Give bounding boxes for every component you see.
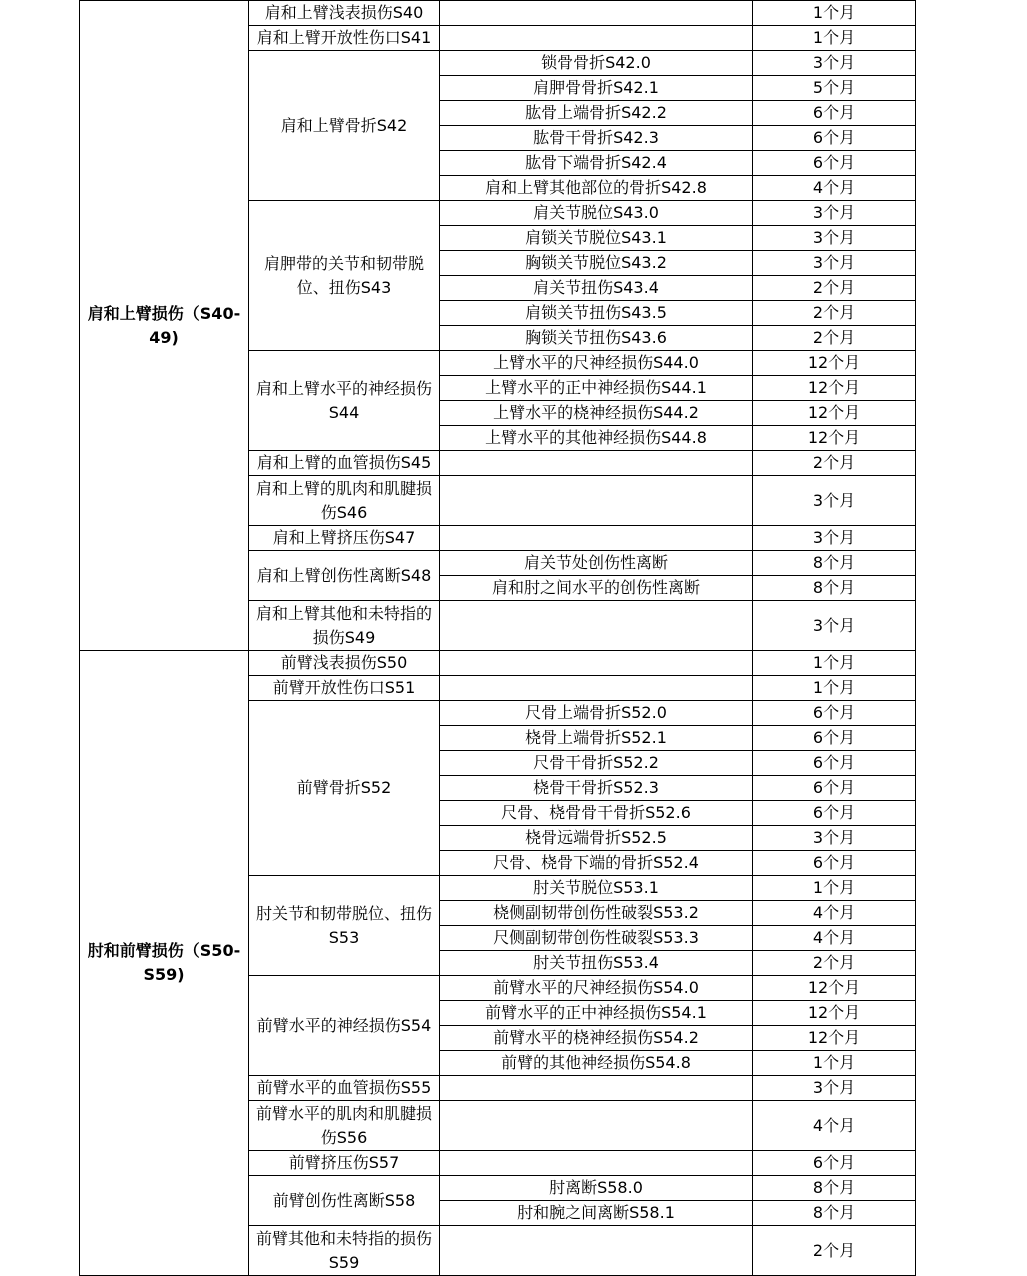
duration-cell: 3个月 bbox=[753, 476, 916, 526]
detail-cell: 肩和肘之间水平的创伤性离断 bbox=[440, 576, 753, 601]
subcategory-cell: 肘关节和韧带脱位、扭伤S53 bbox=[249, 876, 440, 976]
detail-cell: 肩关节处创伤性离断 bbox=[440, 551, 753, 576]
detail-cell: 肘离断S58.0 bbox=[440, 1176, 753, 1201]
subcategory-cell: 前臂水平的血管损伤S55 bbox=[249, 1076, 440, 1101]
duration-cell: 12个月 bbox=[753, 1001, 916, 1026]
category-cell: 肘和前臂损伤（S50-S59) bbox=[80, 651, 249, 1276]
duration-cell: 3个月 bbox=[753, 601, 916, 651]
detail-cell: 肘关节扭伤S53.4 bbox=[440, 951, 753, 976]
detail-cell bbox=[440, 1101, 753, 1151]
subcategory-cell: 前臂骨折S52 bbox=[249, 701, 440, 876]
detail-cell: 锁骨骨折S42.0 bbox=[440, 51, 753, 76]
detail-cell: 肱骨上端骨折S42.2 bbox=[440, 101, 753, 126]
subcategory-cell: 肩和上臂浅表损伤S40 bbox=[249, 1, 440, 26]
table-body bbox=[80, 1, 916, 1276]
duration-cell: 6个月 bbox=[753, 101, 916, 126]
duration-cell: 6个月 bbox=[753, 701, 916, 726]
detail-cell bbox=[440, 1226, 753, 1276]
detail-cell: 上臂水平的其他神经损伤S44.8 bbox=[440, 426, 753, 451]
subcategory-cell: 肩和上臂骨折S42 bbox=[249, 51, 440, 201]
duration-cell: 6个月 bbox=[753, 726, 916, 751]
duration-cell: 8个月 bbox=[753, 551, 916, 576]
subcategory-cell: 前臂水平的神经损伤S54 bbox=[249, 976, 440, 1076]
subcategory-cell: 前臂挤压伤S57 bbox=[249, 1151, 440, 1176]
detail-cell bbox=[440, 26, 753, 51]
detail-cell: 尺骨上端骨折S52.0 bbox=[440, 701, 753, 726]
subcategory-cell: 前臂浅表损伤S50 bbox=[249, 651, 440, 676]
duration-cell: 8个月 bbox=[753, 576, 916, 601]
duration-cell: 6个月 bbox=[753, 151, 916, 176]
duration-cell: 12个月 bbox=[753, 1026, 916, 1051]
subcategory-cell: 肩和上臂创伤性离断S48 bbox=[249, 551, 440, 601]
duration-cell: 1个月 bbox=[753, 876, 916, 901]
duration-cell: 1个月 bbox=[753, 676, 916, 701]
subcategory-cell: 肩和上臂开放性伤口S41 bbox=[249, 26, 440, 51]
detail-cell: 胸锁关节脱位S43.2 bbox=[440, 251, 753, 276]
detail-cell: 肩关节扭伤S43.4 bbox=[440, 276, 753, 301]
detail-cell: 尺骨、桡骨骨干骨折S52.6 bbox=[440, 801, 753, 826]
detail-cell: 肩和上臂其他部位的骨折S42.8 bbox=[440, 176, 753, 201]
detail-cell: 胸锁关节扭伤S43.6 bbox=[440, 326, 753, 351]
detail-cell: 肱骨下端骨折S42.4 bbox=[440, 151, 753, 176]
duration-cell: 6个月 bbox=[753, 126, 916, 151]
detail-cell: 前臂水平的尺神经损伤S54.0 bbox=[440, 976, 753, 1001]
detail-cell: 前臂的其他神经损伤S54.8 bbox=[440, 1051, 753, 1076]
duration-cell: 3个月 bbox=[753, 201, 916, 226]
duration-cell: 12个月 bbox=[753, 976, 916, 1001]
duration-cell: 12个月 bbox=[753, 351, 916, 376]
detail-cell: 尺骨、桡骨下端的骨折S52.4 bbox=[440, 851, 753, 876]
detail-cell bbox=[440, 601, 753, 651]
duration-cell: 6个月 bbox=[753, 1151, 916, 1176]
detail-cell: 肩锁关节脱位S43.1 bbox=[440, 226, 753, 251]
detail-cell: 桡骨远端骨折S52.5 bbox=[440, 826, 753, 851]
duration-cell: 3个月 bbox=[753, 226, 916, 251]
duration-cell: 4个月 bbox=[753, 1101, 916, 1151]
duration-cell: 12个月 bbox=[753, 426, 916, 451]
duration-cell: 6个月 bbox=[753, 751, 916, 776]
duration-cell: 2个月 bbox=[753, 326, 916, 351]
detail-cell: 肩锁关节扭伤S43.5 bbox=[440, 301, 753, 326]
detail-cell: 前臂水平的桡神经损伤S54.2 bbox=[440, 1026, 753, 1051]
detail-cell bbox=[440, 451, 753, 476]
detail-cell bbox=[440, 651, 753, 676]
detail-cell: 上臂水平的桡神经损伤S44.2 bbox=[440, 401, 753, 426]
duration-cell: 1个月 bbox=[753, 26, 916, 51]
duration-cell: 6个月 bbox=[753, 851, 916, 876]
duration-cell: 5个月 bbox=[753, 76, 916, 101]
duration-cell: 3个月 bbox=[753, 1076, 916, 1101]
duration-cell: 6个月 bbox=[753, 801, 916, 826]
detail-cell bbox=[440, 1, 753, 26]
duration-cell: 2个月 bbox=[753, 451, 916, 476]
detail-cell: 桡侧副韧带创伤性破裂S53.2 bbox=[440, 901, 753, 926]
detail-cell bbox=[440, 526, 753, 551]
detail-cell bbox=[440, 1151, 753, 1176]
subcategory-cell: 前臂其他和未特指的损伤S59 bbox=[249, 1226, 440, 1276]
subcategory-cell: 前臂开放性伤口S51 bbox=[249, 676, 440, 701]
duration-cell: 8个月 bbox=[753, 1176, 916, 1201]
detail-cell: 上臂水平的正中神经损伤S44.1 bbox=[440, 376, 753, 401]
duration-cell: 2个月 bbox=[753, 951, 916, 976]
subcategory-cell: 肩和上臂的肌肉和肌腱损伤S46 bbox=[249, 476, 440, 526]
subcategory-cell: 肩和上臂挤压伤S47 bbox=[249, 526, 440, 551]
subcategory-cell: 肩胛带的关节和韧带脱位、扭伤S43 bbox=[249, 201, 440, 351]
duration-cell: 8个月 bbox=[753, 1201, 916, 1226]
detail-cell: 肩关节脱位S43.0 bbox=[440, 201, 753, 226]
duration-cell: 1个月 bbox=[753, 1051, 916, 1076]
duration-cell: 4个月 bbox=[753, 176, 916, 201]
duration-cell: 12个月 bbox=[753, 376, 916, 401]
detail-cell bbox=[440, 676, 753, 701]
detail-cell: 桡骨干骨折S52.3 bbox=[440, 776, 753, 801]
duration-cell: 2个月 bbox=[753, 1226, 916, 1276]
injury-duration-table bbox=[79, 0, 916, 1276]
detail-cell: 肱骨干骨折S42.3 bbox=[440, 126, 753, 151]
subcategory-cell: 前臂创伤性离断S58 bbox=[249, 1176, 440, 1226]
subcategory-cell: 肩和上臂水平的神经损伤S44 bbox=[249, 351, 440, 451]
subcategory-cell: 前臂水平的肌肉和肌腱损伤S56 bbox=[249, 1101, 440, 1151]
detail-cell: 肩胛骨骨折S42.1 bbox=[440, 76, 753, 101]
detail-cell: 肘关节脱位S53.1 bbox=[440, 876, 753, 901]
detail-cell: 肘和腕之间离断S58.1 bbox=[440, 1201, 753, 1226]
detail-cell bbox=[440, 1076, 753, 1101]
table-row bbox=[80, 651, 916, 676]
detail-cell: 前臂水平的正中神经损伤S54.1 bbox=[440, 1001, 753, 1026]
duration-cell: 3个月 bbox=[753, 526, 916, 551]
subcategory-cell: 肩和上臂其他和未特指的损伤S49 bbox=[249, 601, 440, 651]
detail-cell: 上臂水平的尺神经损伤S44.0 bbox=[440, 351, 753, 376]
duration-cell: 12个月 bbox=[753, 401, 916, 426]
duration-cell: 1个月 bbox=[753, 651, 916, 676]
duration-cell: 2个月 bbox=[753, 301, 916, 326]
duration-cell: 4个月 bbox=[753, 926, 916, 951]
detail-cell: 桡骨上端骨折S52.1 bbox=[440, 726, 753, 751]
duration-cell: 4个月 bbox=[753, 901, 916, 926]
detail-cell bbox=[440, 476, 753, 526]
table-row bbox=[80, 1, 916, 26]
duration-cell: 2个月 bbox=[753, 276, 916, 301]
duration-cell: 1个月 bbox=[753, 1, 916, 26]
duration-cell: 3个月 bbox=[753, 51, 916, 76]
detail-cell: 尺骨干骨折S52.2 bbox=[440, 751, 753, 776]
category-cell: 肩和上臂损伤（S40-49) bbox=[80, 1, 249, 651]
subcategory-cell: 肩和上臂的血管损伤S45 bbox=[249, 451, 440, 476]
duration-cell: 3个月 bbox=[753, 251, 916, 276]
duration-cell: 6个月 bbox=[753, 776, 916, 801]
duration-cell: 3个月 bbox=[753, 826, 916, 851]
detail-cell: 尺侧副韧带创伤性破裂S53.3 bbox=[440, 926, 753, 951]
